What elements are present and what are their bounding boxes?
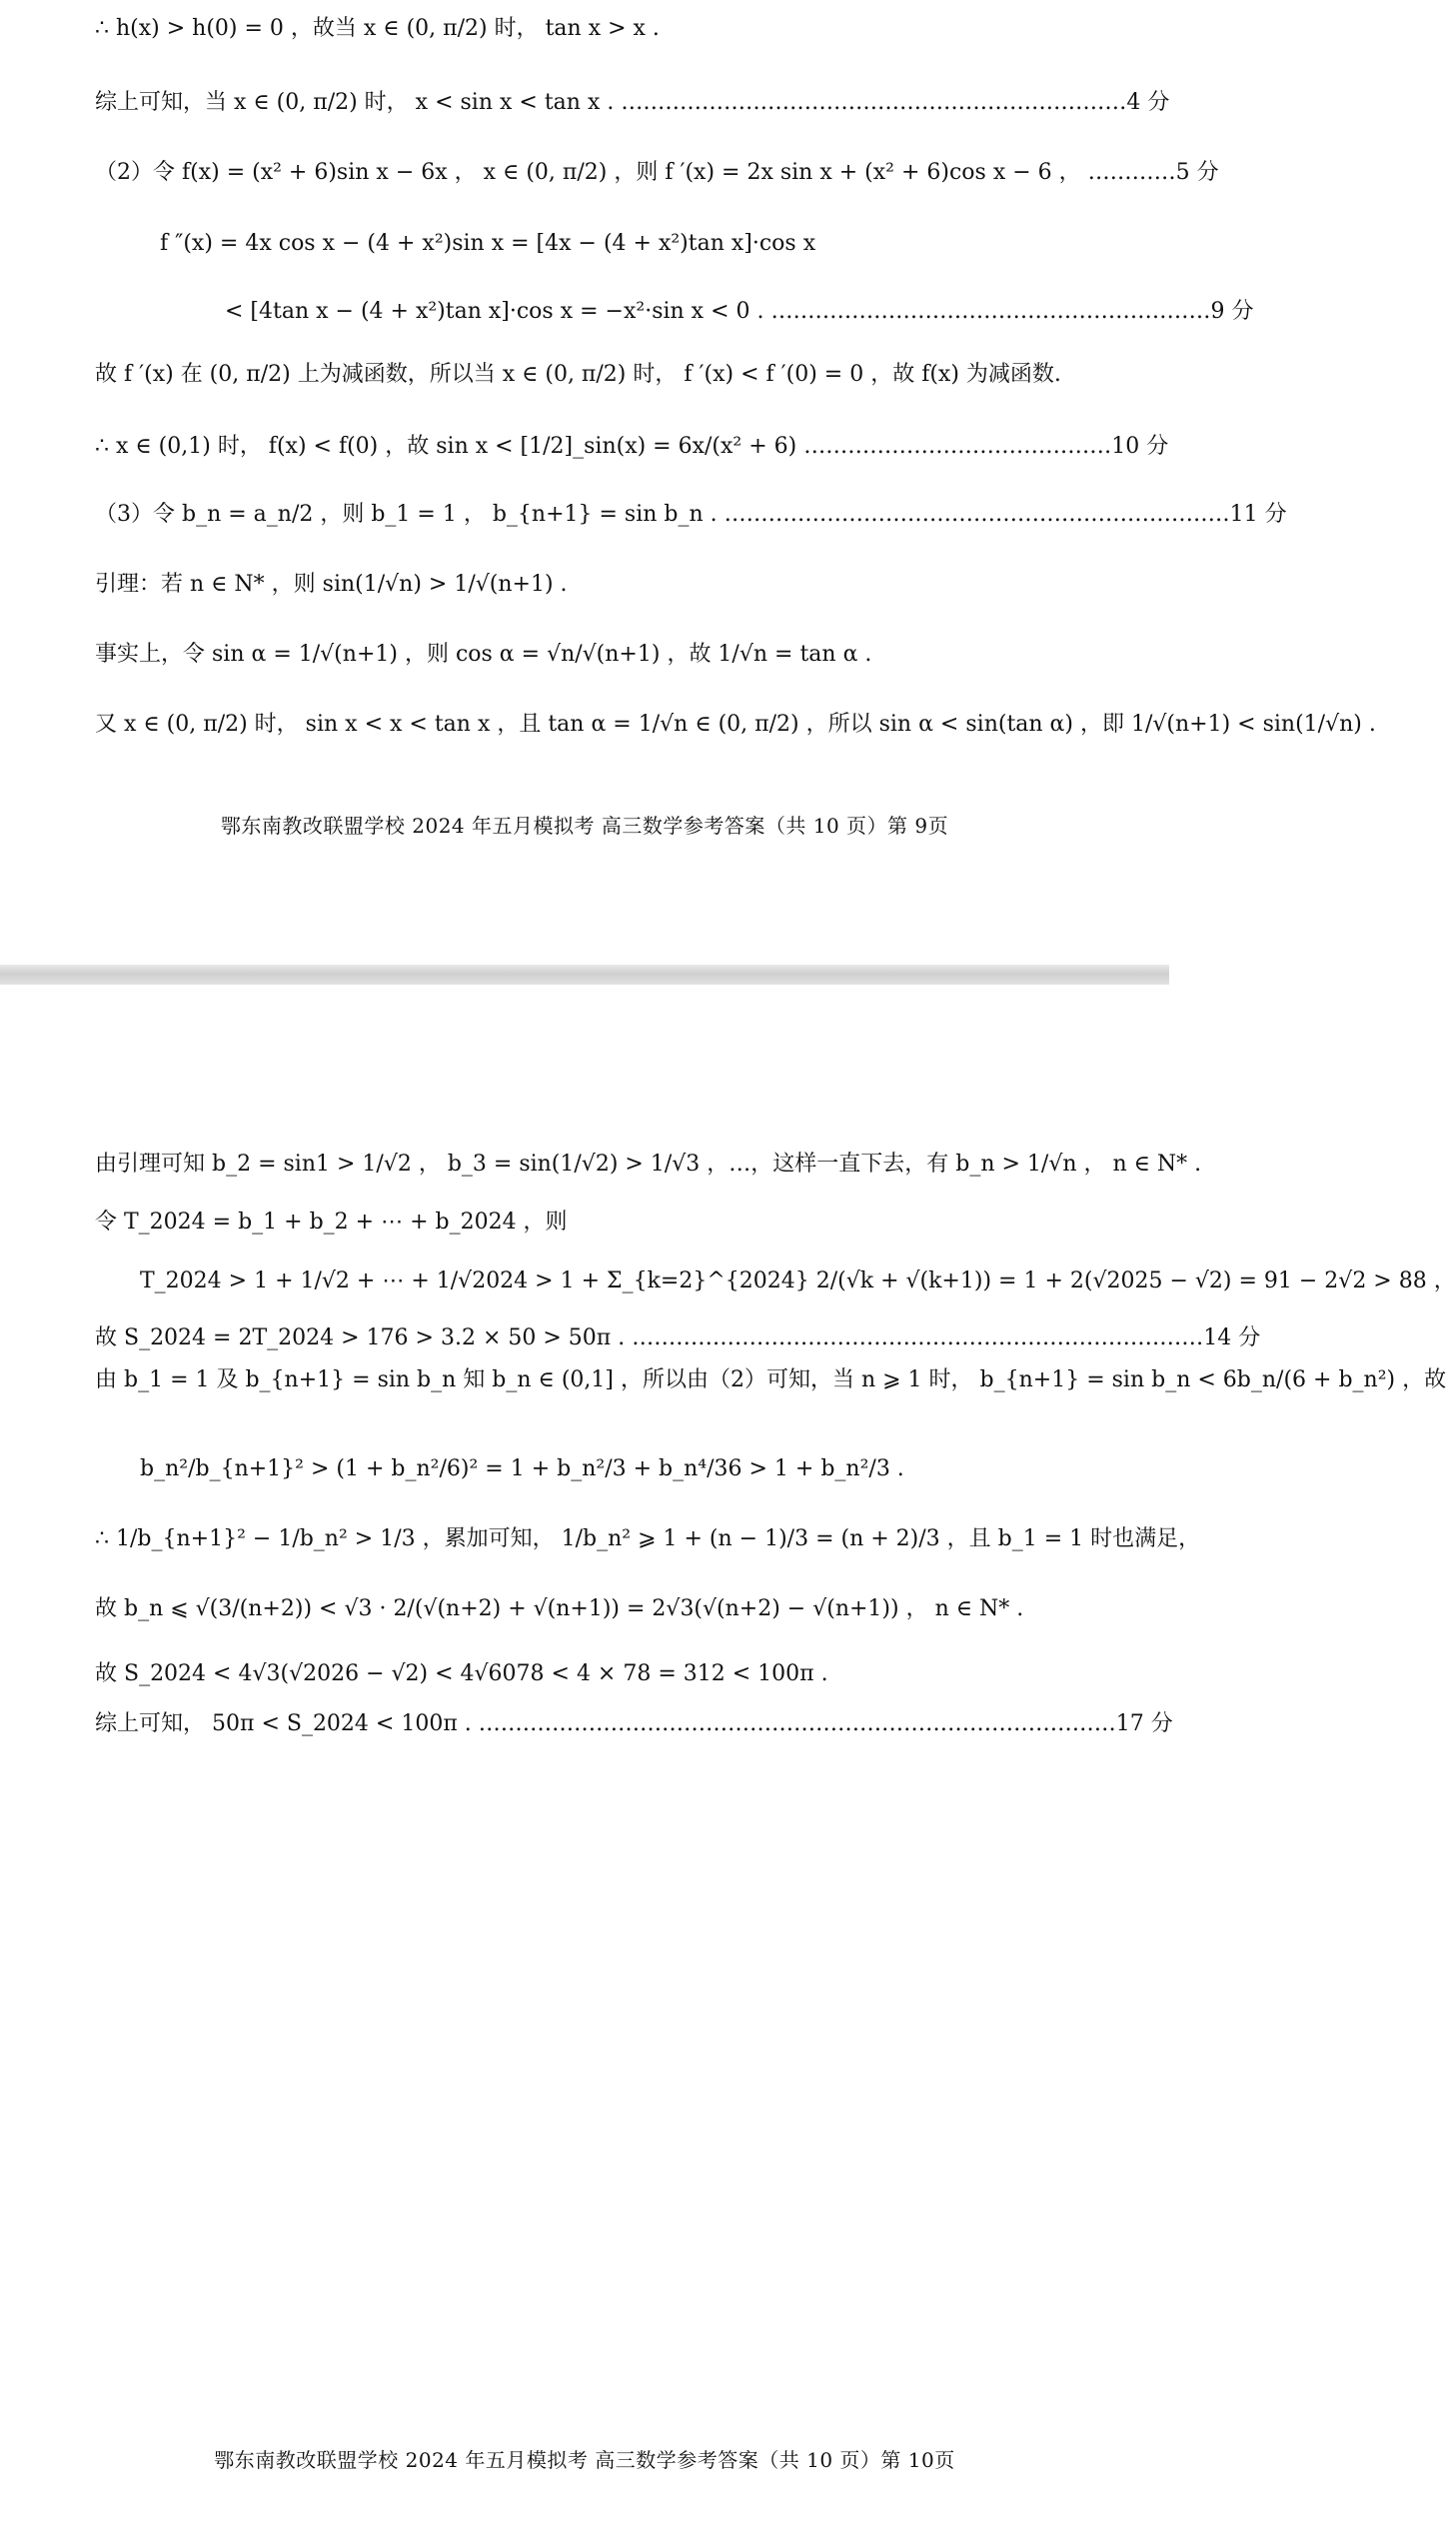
- page-footer-9: 鄂东南教改联盟学校 2024 年五月模拟考 高三数学参考答案（共 10 页）第 9页: [220, 814, 949, 838]
- solution-line-4: f ″(x) = 4x cos x − (4 + x²)sin x = [4x − (4 + x²)tan x]·cos x: [160, 231, 816, 256]
- solution-line-13: 令 T_2024 = b_1 + b_2 + ⋯ + b_2024 ，则: [95, 1210, 568, 1235]
- solution-line-8: （3）令 b_n = a_n/2 ，则 b_1 = 1 ， b_{n+1} = sin b_n . ……………………………………………………………11 分: [95, 502, 1287, 527]
- solution-line-14: T_2024 > 1 + 1/√2 + ⋯ + 1/√2024 > 1 + Σ_{k=2}^{2024} 2/(√k + √(k+1)) = 1 + 2(√2025 − √2) = 91 − 2√2 > 88 ，: [140, 1268, 1456, 1293]
- solution-line-21: 综上可知， 50π < S_2024 < 100π . ……………………………………………………………………………17 分: [95, 1711, 1173, 1736]
- solution-line-11: 又 x ∈ (0, π/2) 时， sin x < x < tan x ，且 tan α = 1/√n ∈ (0, π/2) ，所以 sin α < sin(tan α) ，即 1/√(n+1) < sin(1/√n) .: [95, 712, 1376, 737]
- solution-line-15: 故 S_2024 = 2T_2024 > 176 > 3.2 × 50 > 50π . ……………………………………………………………………14 分: [95, 1325, 1261, 1350]
- solution-line-17: b_n²/b_{n+1}² > (1 + b_n²/6)² = 1 + b_n²/3 + b_n⁴/36 > 1 + b_n²/3 .: [140, 1456, 904, 1481]
- solution-line-2: 综上可知，当 x ∈ (0, π/2) 时， x < sin x < tan x . ……………………………………………………………4 分: [95, 90, 1170, 115]
- solution-line-1: ∴ h(x) > h(0) = 0 ，故当 x ∈ (0, π/2) 时， tan x > x .: [95, 16, 660, 41]
- solution-line-19: 故 b_n ⩽ √(3/(n+2)) < √3 · 2/(√(n+2) + √(n+1)) = 2√3(√(n+2) − √(n+1)) ， n ∈ N* .: [95, 1596, 1024, 1621]
- lemma-line: 引理：若 n ∈ N* ，则 sin(1/√n) > 1/√(n+1) .: [95, 572, 568, 597]
- solution-line-6: 故 f ′(x) 在 (0, π/2) 上为减函数，所以当 x ∈ (0, π/2) 时， f ′(x) < f ′(0) = 0 ，故 f(x) 为减函数.: [95, 362, 1061, 387]
- solution-line-5: < [4tan x − (4 + x²)tan x]·cos x = −x²·sin x < 0 . ……………………………………………………9 分: [225, 299, 1254, 324]
- solution-line-20: 故 S_2024 < 4√3(√2026 − √2) < 4√6078 < 4 × 78 = 312 < 100π .: [95, 1661, 828, 1686]
- page-10: [0, 985, 1456, 2531]
- solution-line-18: ∴ 1/b_{n+1}² − 1/b_n² > 1/3 ，累加可知， 1/b_n² ⩾ 1 + (n − 1)/3 = (n + 2)/3 ，且 b_1 = 1 时也满足，: [95, 1526, 1201, 1551]
- solution-line-12: 由引理可知 b_2 = sin1 > 1/√2 ， b_3 = sin(1/√2) > 1/√3 ，…，这样一直下去，有 b_n > 1/√n ， n ∈ N* .: [95, 1152, 1202, 1177]
- solution-line-3: （2）令 f(x) = (x² + 6)sin x − 6x ， x ∈ (0, π/2) ，则 f ′(x) = 2x sin x + (x² + 6)cos x − 6 ， …………5 分: [95, 160, 1219, 185]
- page-separator: [0, 965, 1169, 985]
- solution-line-10: 事实上，令 sin α = 1/√(n+1) ，则 cos α = √n/√(n+1) ，故 1/√n = tan α .: [95, 642, 872, 667]
- page-footer-10: 鄂东南教改联盟学校 2024 年五月模拟考 高三数学参考答案（共 10 页）第 10页: [214, 2448, 955, 2472]
- solution-line-7: ∴ x ∈ (0,1) 时， f(x) < f(0) ，故 sin x < [1/2]_sin(x) = 6x/(x² + 6) ……………………………………10 分: [95, 434, 1169, 459]
- page-9: [0, 0, 1376, 965]
- solution-line-16: 由 b_1 = 1 及 b_{n+1} = sin b_n 知 b_n ∈ (0,1] ，所以由（2）可知，当 n ⩾ 1 时， b_{n+1} = sin b_n < 6b_n/(6 + b_n²) ，故: [95, 1367, 1447, 1392]
